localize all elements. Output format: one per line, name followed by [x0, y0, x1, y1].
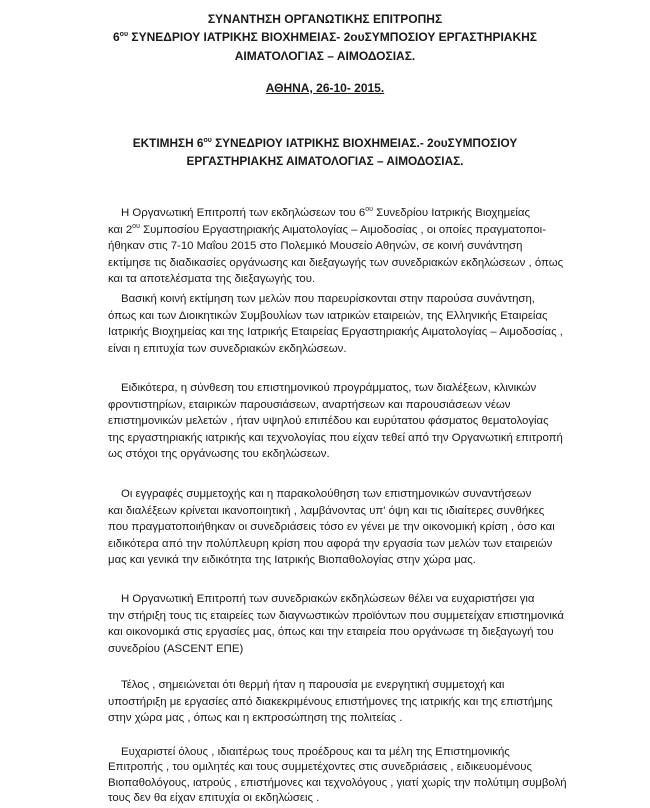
subject-line-1: [0, 136, 650, 151]
header-line-3: [0, 49, 650, 64]
paragraph-7-line-3: Βιοπαθολόγους, ιατρούς , επιστήμονες και τεχνολόγους , γιατί χωρίς την πολύτιμη συμβολή: [108, 776, 567, 789]
paragraph-3-line-2: φροντιστηρίων, εταιρικών παρουσιάσεων, αναρτήσεων και παρουσιάσεων νέων: [108, 398, 511, 411]
paragraph-1-line-1: [108, 205, 566, 222]
paragraph-1-line-2: [108, 222, 566, 239]
p1-l2-pre: και 2: [108, 223, 133, 236]
p1-l2-post: Συμποσίου Εργαστηριακής Αιματολογίας – Αιμοδοσίας , οι οποίες πραγματοποι-: [139, 223, 546, 236]
paragraph-4-line-5: μας και γενικά την ειδικότητα της Ιατρικής Βιοπαθολογίας στην χώρα μας.: [108, 554, 476, 567]
paragraph-3-line-4: της εργαστηριακής ιατρικής και τεχνολογίας που είχαν τεθεί από την Οργανωτική επιτροπή: [108, 431, 563, 444]
subject-line-1-pre: ΕΚΤΙΜΗΣΗ 6: [132, 136, 204, 150]
document-date-text: ΑΘΗΝΑ, 26-10- 2015.: [265, 81, 385, 95]
header-line-2: [0, 30, 650, 45]
paragraph-4-line-2: και διαλέξεων κρίνεται ικανοποιητική , λαμβάνοντας υπ' όψη και τις ιδιαίτερες συνθήκες: [108, 504, 545, 517]
paragraph-2-line-2: όπως και των Διοικητικών Συμβουλίων των ιατρικών εταιρειών, της Ελληνικής Εταιρείας: [108, 309, 548, 322]
paragraph-6: [108, 677, 566, 727]
paragraph-7-line-4: τους δεν θα είχαν επιτυχία οι εκδηλώσεις .: [108, 792, 320, 805]
document-date: [0, 81, 650, 96]
paragraph-6-line-2: υποστήριξη με εργασίες από διακεκριμένους επιστήμονες της ιατρικής και της επιστήμης: [108, 695, 553, 708]
header-line-3-text: ΑΙΜΑΤΟΛΟΓΙΑΣ – ΑΙΜΟΔΟΣΙΑΣ.: [234, 49, 416, 63]
subject-line-1-sup: ου: [203, 137, 212, 144]
header-line-1-text: ΣΥΝΑΝΤΗΣΗ ΟΡΓΑΝΩΤΙΚΗΣ ΕΠΙΤΡΟΠΗΣ: [207, 12, 443, 26]
paragraph-6-line-3: στην χώρα μας , όπως και η εκπροσώπηση της πολιτείας .: [108, 712, 403, 725]
paragraph-2-line-1: Βασική κοινή εκτίμηση των μελών που παρευρίσκονται στην παρούσα συνάντηση,: [121, 293, 535, 305]
paragraph-7-line-2: Επιτροπής , του ομιλητές και τους συμμετέχοντες στις συνεδριάσεις , ειδικευομένους: [108, 761, 532, 774]
paragraph-5-line-2: την στήριξη τους τις εταιρείες των διαγνωστικών προϊόντων που συμμετείχαν επιστημονικά: [108, 609, 565, 622]
p1-l1-post: Συνεδρίου Ιατρικής Βιοχημείας: [372, 207, 530, 219]
paragraph-2: [108, 291, 566, 357]
paragraph-4-line-3: που πραγματοποιήθηκαν οι συνεδριάσεις τόσο εν γένει με την οικονομική κρίση , όσο και: [108, 521, 555, 534]
paragraph-5: [108, 591, 566, 657]
paragraph-3-line-5: ως στόχοι της οργάνωσης του εκδηλώσεων.: [108, 448, 330, 461]
paragraph-1-line-4: εκτίμησε τις διαδικασίες οργάνωσης και διεξαγωγής των συνεδριακών εκδηλώσεων , όπως: [108, 256, 564, 269]
paragraph-2-line-4: είναι η επιτυχία των συνεδριακών εκδηλώσεων.: [108, 342, 347, 355]
header-line-2-sup: ου: [119, 31, 129, 38]
header-line-1: [0, 12, 650, 27]
paragraph-1: [108, 205, 566, 288]
subject-line-2: [0, 154, 650, 169]
paragraph-7-line-1: Ευχαριστεί όλους , ιδιαιτέρως τους προέδρους και τα μέλη της Επιστημονικής: [121, 746, 510, 758]
paragraph-5-line-4: συνεδρίου (ASCENT ΕΠΕ): [108, 642, 244, 655]
header-line-2-pre: 6: [112, 30, 120, 44]
paragraph-2-line-3: Ιατρικής Βιοχημείας και της Ιατρικής Εταιρείας Εργαστηριακής Αιματολογίας – Αιμοδοσίας ,: [108, 326, 563, 339]
paragraph-1-line-3: ήθηκαν στις 7-10 Μαΐου 2015 στο Πολεμικό Μουσείο Αθηνών, σε κοινή συνάντηση: [108, 240, 523, 253]
header-line-2-post: ΣΥΝΕΔΡΙΟΥ ΙΑΤΡΙΚΗΣ ΒΙΟΧΗΜΕΙΑΣ- 2ουΣΥΜΠΟΣΙΟΥ ΕΡΓΑΣΤΗΡΙΑΚΗΣ: [128, 30, 537, 44]
paragraph-6-line-1: Τέλος , σημειώνεται ότι θερμή ήταν η παρουσία με ενεργητική συμμετοχή και: [121, 679, 505, 691]
p1-l1-pre: Η Οργανωτική Επιτροπή των εκδηλώσεων του 6: [121, 207, 366, 219]
paragraph-4-line-4: ειδικότερα από την πολύπλευρη κρίση που αφορά την εργασία των μελών των εταιρειών: [108, 537, 553, 550]
paragraph-1-line-5: και τα αποτελέσματα της διεξαγωγής του.: [108, 273, 316, 286]
paragraph-3-line-3: επιστημονικών μελετών , ήταν υψηλού επιπέδου και ευρύτατου φάσματος θεματολογίας: [108, 415, 549, 428]
paragraph-4: [108, 486, 566, 569]
paragraph-3-line-1: Ειδικότερα, η σύνθεση του επιστημονικού προγράμματος, των διαλέξεων, κλινικών: [121, 382, 537, 394]
p1-l2-sup: ου: [132, 222, 140, 230]
p1-l1-sup: ου: [365, 206, 373, 213]
paragraph-3: [108, 380, 566, 463]
paragraph-5-line-1: Η Οργανωτική Επιτροπή των συνεδριακών εκδηλώσεων θέλει να ευχαριστήσει για: [121, 593, 535, 605]
subject-line-2-text: ΕΡΓΑΣΤΗΡΙΑΚΗΣ ΑΙΜΑΤΟΛΟΓΙΑΣ – ΑΙΜΟΔΟΣΙΑΣ.: [186, 154, 464, 168]
paragraph-5-line-3: και οικονομικά στις εργασίες μας, όπως και την εταιρεία που οργάνωσε τη διεξαγωγή του: [108, 626, 554, 639]
paragraph-4-line-1: Οι εγγραφές συμμετοχής και η παρακολούθηση των επιστημονικών συναντήσεων: [121, 488, 532, 500]
paragraph-7: [108, 745, 566, 807]
subject-line-1-post: ΣΥΝΕΔΡΙΟΥ ΙΑΤΡΙΚΗΣ ΒΙΟΧΗΜΕΙΑΣ.- 2ουΣΥΜΠΟΣΙΟΥ: [211, 136, 518, 150]
